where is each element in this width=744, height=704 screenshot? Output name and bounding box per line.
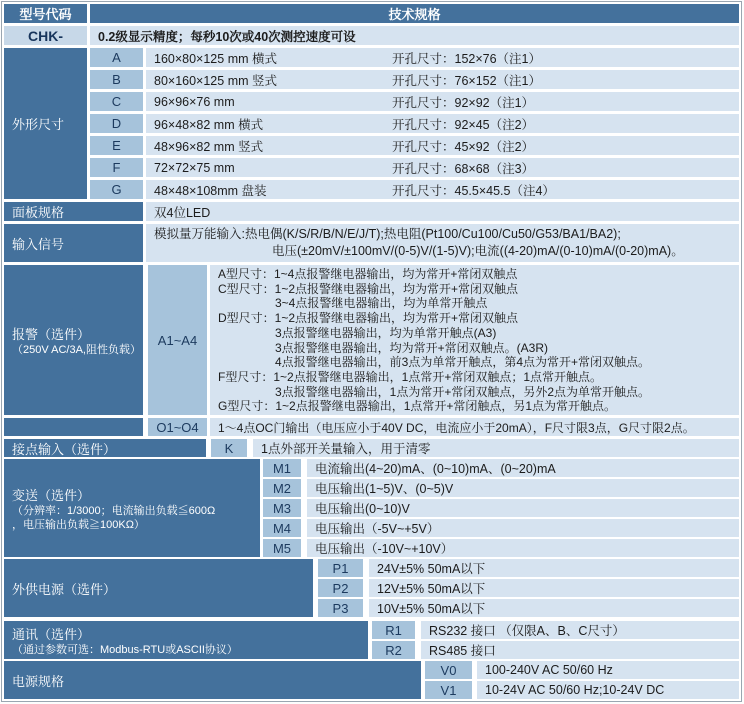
dim-code-a: A [90,48,143,67]
dim-size-g: 48×48×108mm 盘装 [154,183,267,198]
header-tech-spec: 技术规格 [90,4,739,23]
transmitter-section [4,459,739,557]
alarm-line: D型尺寸：1~2点报警继电器输出，均为常开+常闭双触点 [218,311,519,326]
r1-desc: RS232 接口 （仅限A、B、C尺寸） [421,621,739,639]
oc-desc-cell: 1～4点OC门输出（电压应小于40V DC，电流应小于20mA），F尺寸限3点，G尺寸限2点。 [210,418,739,436]
dim-row-d [90,114,739,133]
r1-code: R1 [372,621,415,639]
v1-code: V1 [425,681,472,699]
dim-size-a: 160×80×125 mm 横式 [154,51,277,66]
transmitter-note2: ，电压输出负载≧100KΩ） [12,518,145,531]
alarm-line: G型尺寸：1~2点报警继电器输出，1点常开+常闭触点，另1点为常开触点。 [218,399,617,414]
oc-code-cell: O1~O4 [148,418,207,436]
dim-cutout-b: 开孔尺寸：76×152（注1） [392,73,542,88]
contact-input-row [4,439,739,457]
header-model-code: 型号代码 [4,4,87,23]
transmitter-row-m4 [263,519,739,537]
v0-code: V0 [425,661,472,679]
r2-desc: RS485 接口 [421,641,739,659]
m5-code: M5 [263,539,301,557]
dim-size-d: 96×48×82 mm 横式 [154,117,264,132]
p3-desc: 10V±5% 50mA以下 [369,599,739,617]
alarm-label: 报警（选件） [12,326,91,342]
dim-row-b [90,70,739,89]
power-label: 电源规格 [4,661,421,699]
dim-size-c: 96×96×76 mm [154,94,235,109]
alarm-line: 4点报警继电器输出，前3点为单常开触点，第4点为常开+常闭双触点。 [275,355,651,370]
oc-filler-cell [4,418,143,436]
dimensions-section [4,48,739,199]
dim-code-b: B [90,70,143,89]
power-row-v1 [425,681,739,699]
power-section [4,661,739,699]
p1-code: P1 [318,559,363,577]
comm-label: 通讯（选件） [12,626,91,642]
alarm-line: F型尺寸：1~2点报警继电器输出，1点常开+常闭双触点；1点常开触点。 [218,369,603,384]
dim-size-f: 72×72×75 mm [154,160,235,175]
dim-size-b: 80×160×125 mm 竖式 [154,73,277,88]
dim-code-f: F [90,158,143,177]
alarm-section [4,265,739,415]
dim-code-d: D [90,114,143,133]
alarm-detail-cell [210,265,739,415]
m4-code: M4 [263,519,301,537]
contact-input-code: K [211,439,247,457]
comm-section [4,621,739,659]
m1-desc: 电流输出(4~20)mA、(0~10)mA、(0~20)mA [307,459,739,477]
aux-power-section [4,559,739,617]
input-signal-line1: 模拟量万能输入:热电偶(K/S/R/B/N/E/J/T);热电阻(Pt100/Cu100/Cu50/G53/BA1/BA2); [154,227,621,241]
dim-row-c [90,92,739,111]
alarm-line: 3点报警继电器输出，均为常开+常闭双触点。(A3R) [275,340,549,355]
input-signal-line2: 电压(±20mV/±100mV/(0-5)V/(1-5)V);电流((4-20)mA/(0-10)mA/(0-20)mA)。 [272,244,684,258]
m1-code: M1 [263,459,301,477]
alarm-line: C型尺寸：1~2点报警继电器输出，均为常开+常闭双触点 [218,281,519,296]
panel-value: 双4位LED [146,202,739,221]
dim-row-g [90,180,739,199]
model-code-cell: CHK- [4,26,87,45]
panel-label: 面板规格 [4,202,143,221]
dim-code-c: C [90,92,143,111]
oc-output-row [4,418,739,436]
dim-cutout-g: 开孔尺寸：45.5×45.5（注4） [392,183,555,198]
dim-cutout-f: 开孔尺寸：68×68（注3） [392,161,535,176]
model-row [4,26,739,45]
m2-code: M2 [263,479,301,497]
aux-power-row-p2 [318,579,739,597]
p3-code: P3 [318,599,363,617]
dim-cutout-a: 开孔尺寸：152×76（注1） [392,51,542,66]
alarm-line: 3点报警继电器输出，均为单常开触点(A3) [275,325,497,340]
dim-cutout-e: 开孔尺寸：45×92（注2） [392,139,535,154]
power-row-v0 [425,661,739,679]
p1-desc: 24V±5% 50mA以下 [369,559,739,577]
input-signal-row [4,224,739,262]
aux-power-row-p3 [318,599,739,617]
dimensions-label: 外形尺寸 [4,48,87,199]
aux-power-label: 外供电源（选件） [4,559,313,617]
alarm-line: 3点报警继电器输出，1点为常开+常闭双触点，另外2点为单常开触点。 [275,384,651,399]
contact-input-desc: 1点外部开关量输入，用于清零 [253,439,739,457]
transmitter-note1: （分辨率：1/3000；电流输出负载≦600Ω [12,504,216,517]
dim-row-e [90,136,739,155]
transmitter-row-m2 [263,479,739,497]
alarm-sublabel: （250V AC/3A,阻性负载） [12,343,141,356]
m3-desc: 电压输出(0~10)V [307,499,739,517]
comm-row-r2 [372,641,739,659]
spec-table [1,1,742,702]
p2-code: P2 [318,579,363,597]
alarm-line: 3~4点报警继电器输出，均为单常开触点 [275,296,488,311]
r2-code: R2 [372,641,415,659]
transmitter-row-m1 [263,459,739,477]
comm-row-r1 [372,621,739,639]
alarm-line: A型尺寸：1~4点报警继电器输出，均为常开+常闭双触点 [218,267,518,281]
input-signal-label: 输入信号 [4,224,143,262]
v0-desc: 100-240V AC 50/60 Hz [477,661,739,679]
dim-code-g: G [90,180,143,199]
dim-size-e: 48×96×82 mm 竖式 [154,139,264,154]
contact-input-label: 接点输入（选件） [4,439,206,457]
transmitter-row-m3 [263,499,739,517]
dim-row-a [90,48,739,67]
comm-note: （通过参数可选：Modbus-RTU或ASCII协议） [12,643,238,656]
m3-code: M3 [263,499,301,517]
panel-row [4,202,739,221]
header-row [4,4,739,23]
model-desc-cell: 0.2级显示精度；每秒10次或40次测控速度可设 [90,26,739,45]
m5-desc: 电压输出（-10V~+10V） [307,539,739,557]
alarm-relay-code: A1~A4 [148,265,207,415]
dim-cutout-d: 开孔尺寸：92×45（注2） [392,117,535,132]
m2-desc: 电压输出(1~5)V、(0~5)V [307,479,739,497]
dim-code-e: E [90,136,143,155]
transmitter-label: 变送（选件） [12,487,91,503]
aux-power-row-p1 [318,559,739,577]
dim-row-f [90,158,739,177]
dim-cutout-c: 开孔尺寸：92×92（注1） [392,95,535,110]
v1-desc: 10-24V AC 50/60 Hz;10-24V DC [477,681,739,699]
p2-desc: 12V±5% 50mA以下 [369,579,739,597]
m4-desc: 电压输出（-5V~+5V） [307,519,739,537]
transmitter-row-m5 [263,539,739,557]
